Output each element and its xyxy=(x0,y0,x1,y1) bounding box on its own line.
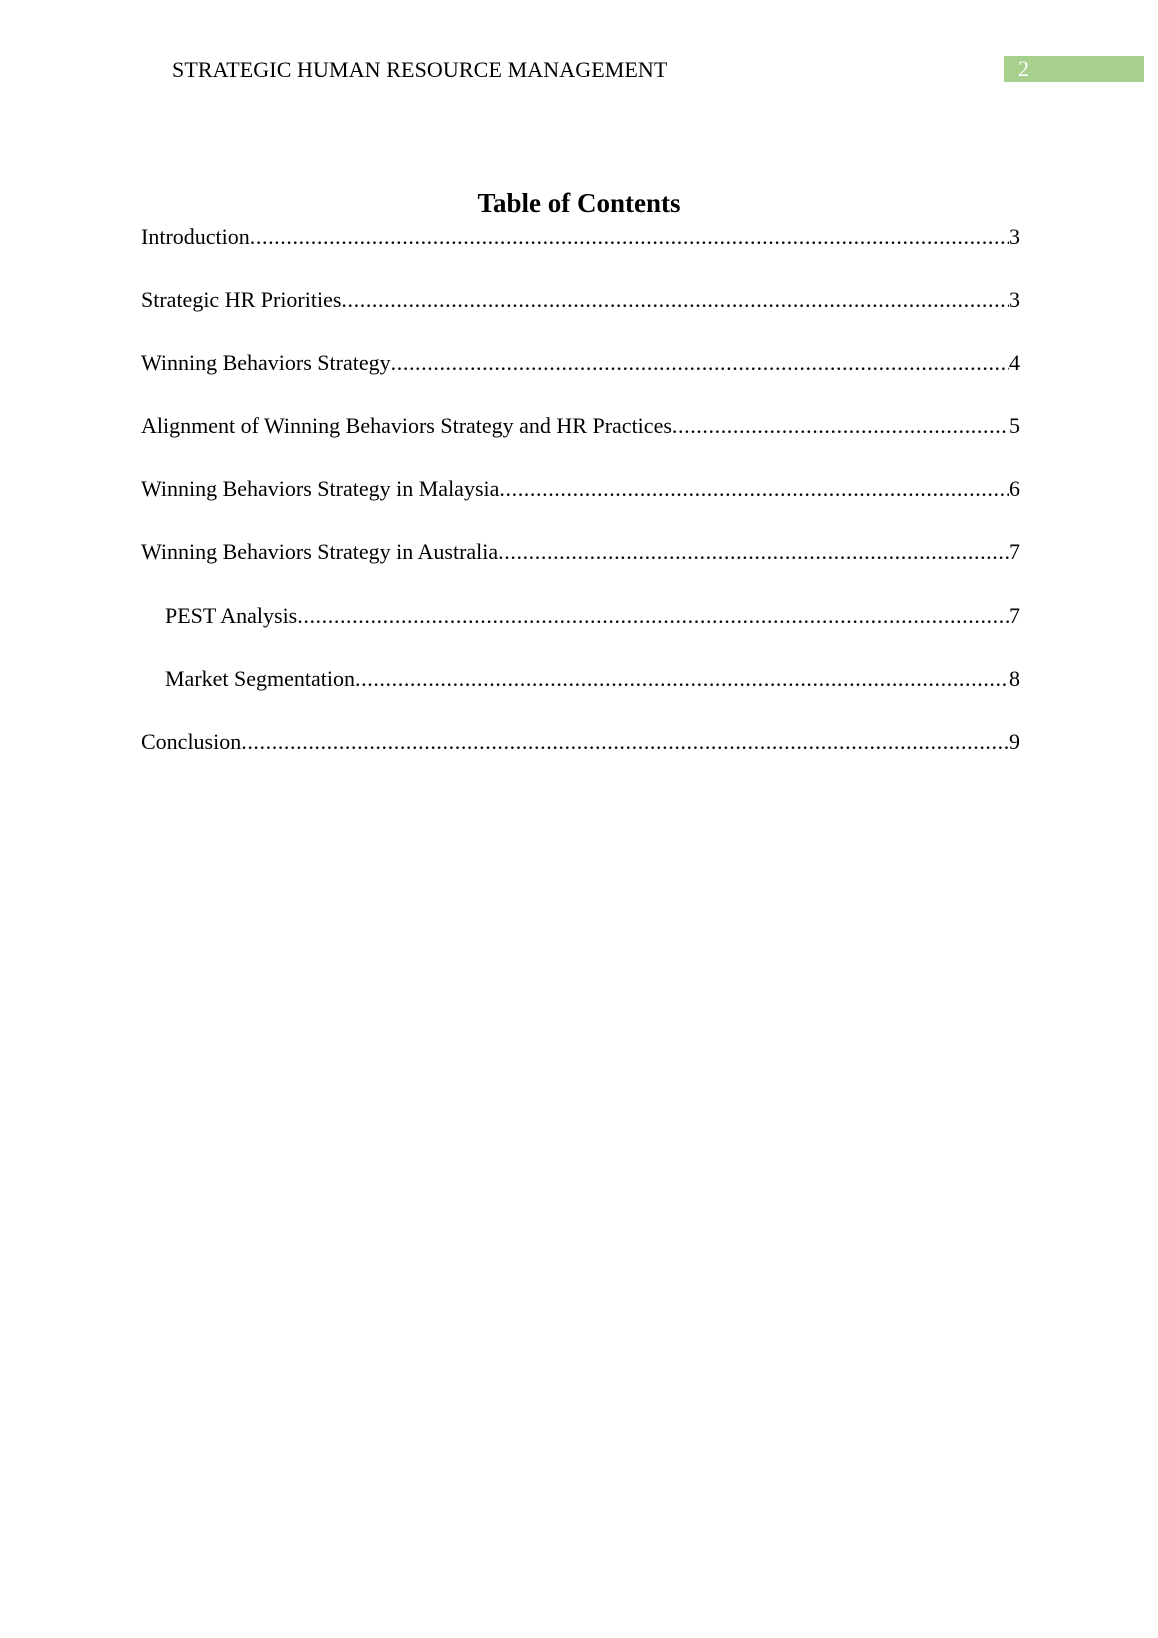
toc-entry-label: Introduction xyxy=(141,224,250,249)
toc-entry-page: 8 xyxy=(1009,666,1020,691)
toc-entry-page: 4 xyxy=(1009,350,1020,375)
toc-dot-leader xyxy=(499,474,1009,504)
toc-entry-label: Market Segmentation xyxy=(165,666,356,691)
page-number-badge xyxy=(1004,56,1144,82)
toc-entry-introduction[interactable] xyxy=(141,222,1020,252)
toc-dot-leader xyxy=(241,727,1009,757)
running-head: STRATEGIC HUMAN RESOURCE MANAGEMENT xyxy=(172,57,668,82)
toc-entry-strategic-hr-priorities[interactable] xyxy=(141,285,1020,315)
toc-dot-leader xyxy=(498,537,1009,567)
toc-dot-leader xyxy=(297,601,1009,631)
toc-entry-australia[interactable] xyxy=(141,537,1020,567)
toc-entry-pest-analysis[interactable] xyxy=(165,601,1020,631)
toc-entry-label: Winning Behaviors Strategy xyxy=(141,350,391,375)
toc-entry-page: 7 xyxy=(1009,539,1020,564)
toc-entry-conclusion[interactable] xyxy=(141,727,1020,757)
toc-entry-page: 6 xyxy=(1009,476,1020,501)
toc-entry-page: 9 xyxy=(1009,729,1020,754)
toc-entry-label: Winning Behaviors Strategy in Malaysia xyxy=(141,476,500,501)
toc-entry-page: 3 xyxy=(1009,287,1020,312)
toc-entry-label: Winning Behaviors Strategy in Australia xyxy=(141,539,499,564)
toc-dot-leader xyxy=(355,664,1009,694)
toc-entry-malaysia[interactable] xyxy=(141,474,1020,504)
toc-entry-label: Conclusion xyxy=(141,729,242,754)
toc-entry-label: Alignment of Winning Behaviors Strategy and HR Practices xyxy=(141,413,672,438)
toc-dot-leader xyxy=(250,222,1009,252)
toc-entry-alignment[interactable] xyxy=(141,411,1020,441)
toc-dot-leader xyxy=(341,285,1009,315)
toc-dot-leader xyxy=(672,411,1009,441)
toc-entry-page: 5 xyxy=(1009,413,1020,438)
toc-entry-page: 7 xyxy=(1009,603,1020,628)
toc-title: Table of Contents xyxy=(477,188,681,218)
toc-entry-label: PEST Analysis xyxy=(165,603,298,628)
page-header xyxy=(0,0,1158,100)
page-number: 2 xyxy=(1018,56,1029,81)
toc-entry-market-segmentation[interactable] xyxy=(165,664,1020,694)
toc-entry-label: Strategic HR Priorities xyxy=(141,287,342,312)
toc-entry-winning-behaviors-strategy[interactable] xyxy=(141,348,1020,378)
toc-dot-leader xyxy=(391,348,1009,378)
toc-entry-page: 3 xyxy=(1009,224,1020,249)
